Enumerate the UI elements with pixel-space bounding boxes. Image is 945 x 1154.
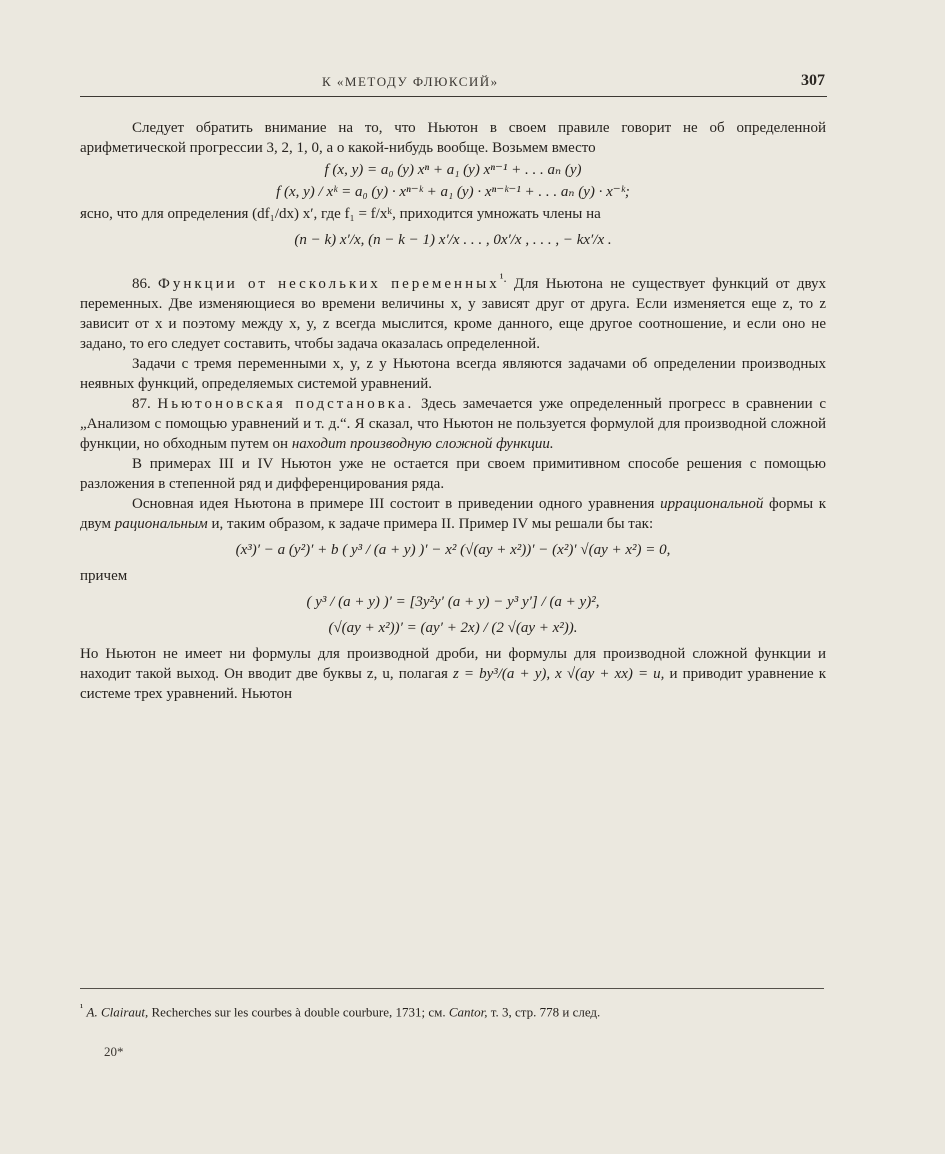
- section-86: [80, 268, 826, 354]
- section-87-italic: находит производную сложной функции.: [291, 436, 554, 452]
- footnote-mark: ¹: [80, 1002, 84, 1014]
- footnote-rule: [80, 988, 824, 989]
- formula-example-iv: (x³)′ − a (y²)′ + b ( y³ / (a + y) )′ − x² (√(ay + x²))′ − (x²)′ √(ay + x²) = 0,: [235, 542, 671, 558]
- footnote-cited: Cantor,: [448, 1004, 488, 1020]
- section-87-text: Здесь замечается уже определенный прогресс в сравнении с „Анализом с помощью уравнений и т. д.“. Я сказал, что Ньютон не пользуется формулой для производной сложной функции, но обходным путем он: [80, 396, 827, 452]
- formula-fraction-derivative: ( y³ / (a + y) )′ = [3y²y′ (a + y) − y³ y′] / (a + y)²,: [306, 594, 600, 610]
- paragraph-three-variables: Задачи с тремя переменными x, y, z у Ньютона всегда являются задачами об определении производных неявных функций, определяемых системой уравнений.: [80, 356, 826, 392]
- main-idea-text-c: и, таким образом, к задаче примера II. Пример IV мы решали бы так:: [211, 516, 654, 532]
- footnote-author: A. Clairaut,: [86, 1004, 149, 1020]
- footnote-tail: т. 3, стр. 778 и след.: [490, 1004, 601, 1020]
- page-header: [0, 74, 945, 98]
- substitution-text-b: и приводит уравнение к системе трех уравнений. Ньютон: [80, 666, 826, 702]
- paragraph-prichem: причем: [80, 568, 128, 584]
- footnote-text: Recherches sur les courbes à double courbure, 1731; см.: [151, 1004, 446, 1020]
- paragraph-progression: Следует обратить внимание на то, что Ньютон в своем правиле говорит не об определенной арифметической прогрессии 3, 2, 1, 0, а о какой-нибудь вообще. Возьмем вместо: [80, 120, 826, 156]
- signature-mark: 20*: [104, 1044, 124, 1059]
- main-idea-italic-irrational: иррациональной: [660, 496, 764, 512]
- formula-term-multipliers: (n − k) x′/x, (n − k − 1) x′/x . . . , 0x′/x , . . . , − kx′/x .: [294, 232, 612, 248]
- paragraph-multiply-terms: ясно, что для определения (df₁/dx) x′, где f₁ = f/xᵏ, приходится умножать члены на: [80, 206, 601, 222]
- footnote-ref: ¹.: [499, 271, 507, 285]
- section-gap: [80, 256, 826, 268]
- paragraph-newton-substitution: [80, 644, 826, 704]
- page-number: 307: [801, 72, 825, 89]
- main-idea-text-b: формы к двум: [80, 496, 827, 532]
- section-87: [80, 394, 826, 454]
- main-idea-text-a: Основная идея Ньютона в примере III состоит в приведении одного уравнения: [132, 496, 655, 512]
- formula-root-derivative: (√(ay + x²))′ = (ay′ + 2x) / (2 √(ay + x²)).: [328, 620, 578, 636]
- footnote: [80, 998, 826, 1022]
- paragraph-examples: В примерах III и IV Ньютон уже не остается при своем примитивном способе решения с помощью разложения в степенной ряд и дифференцирования ряда.: [80, 456, 826, 492]
- section-86-number: 86.: [132, 276, 151, 292]
- paragraph-main-idea: [80, 494, 826, 534]
- section-86-title: Функции от нескольких переменных: [158, 276, 500, 292]
- substitution-formula: z = by³/(a + y), x √(ay + xx) = u,: [453, 666, 665, 682]
- formula-f-divided: f (x, y) / xᵏ = a₀ (y) · xⁿ⁻ᵏ + a₁ (y) · xⁿ⁻ᵏ⁻¹ + . . . aₙ (y) · x⁻ᵏ;: [276, 184, 630, 200]
- section-87-number: 87.: [132, 396, 151, 412]
- main-idea-italic-rational: рациональным: [114, 516, 208, 532]
- formula-f-polynomial: f (x, y) = a₀ (y) xⁿ + a₁ (y) xⁿ⁻¹ + . . . aₙ (y): [324, 162, 582, 178]
- section-87-title: Ньютоновская подстановка.: [157, 396, 415, 412]
- section-86-text: Для Ньютона не существует функций от двух переменных. Две изменяющиеся во времени величины x, y зависят друг от друга. Если изменяется еще z, то z зависит от x и поэтому между x, y, z всегда мыслится, кроме данного, еще другое соотношение, и если оно не задано, то его следует составить, чтобы задача оказалась определенной.: [80, 276, 827, 352]
- header-rule: [80, 96, 827, 97]
- page-body: [80, 118, 826, 704]
- running-head: К «МЕТОДУ ФЛЮКСИЙ»: [322, 74, 499, 89]
- substitution-text-a: Но Ньютон не имеет ни формулы для производной дроби, ни формулы для производной сложной функции и находит такой выход. Он вводит две буквы z, u, полагая: [80, 646, 826, 682]
